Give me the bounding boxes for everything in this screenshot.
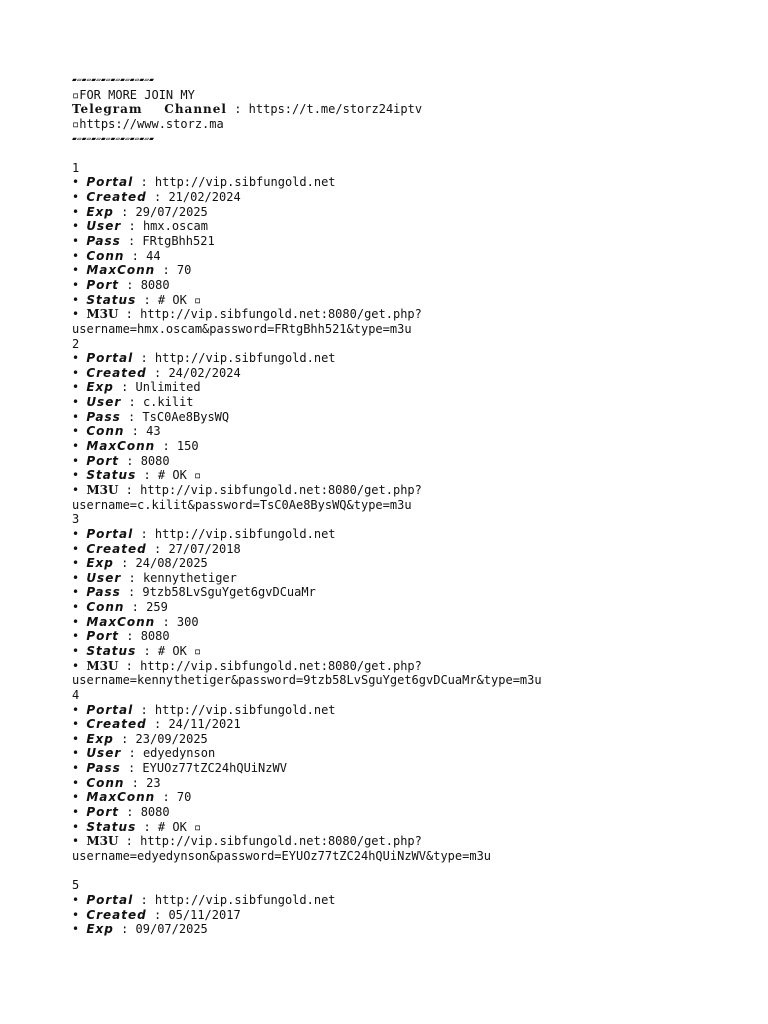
m3u-row: • M3U : http://vip.sibfungold.net:8080/get.php? xyxy=(72,482,422,497)
exp-label: Exp xyxy=(86,204,114,219)
port-label: Port xyxy=(86,453,120,468)
join-line: ▫FOR MORE JOIN MY xyxy=(72,87,195,102)
exp-value: Unlimited xyxy=(135,380,201,395)
maxconn-value: 70 xyxy=(176,263,192,278)
pass-label: Pass xyxy=(86,409,121,424)
pass-value: TsC0Ae8BysWQ xyxy=(142,409,230,424)
exp-row: • Exp : 09/07/2025 xyxy=(72,922,208,937)
user-row: • User : kennythetiger xyxy=(72,570,237,585)
portal-row: • Portal : http://vip.sibfungold.net xyxy=(72,892,336,907)
bullet: • xyxy=(72,702,80,717)
maxconn-value: 70 xyxy=(176,790,192,805)
pass-row: • Pass : FRtgBhh521 xyxy=(72,234,215,249)
user-value: kennythetiger xyxy=(142,570,237,585)
bullet: • xyxy=(72,234,80,249)
user-value: edyedynson xyxy=(142,746,216,761)
website-line[interactable]: ▫https://www.storz.ma xyxy=(72,116,224,131)
bullet: • xyxy=(72,248,80,263)
exp-row: • Exp : 24/08/2025 xyxy=(72,556,208,571)
bullet: • xyxy=(72,351,80,366)
conn-row: • Conn : 44 xyxy=(72,248,161,263)
exp-value: 24/08/2025 xyxy=(135,556,208,571)
maxconn-value: 300 xyxy=(176,614,199,629)
portal-value[interactable]: http://vip.sibfungold.net xyxy=(154,526,336,541)
created-row: • Created : 21/02/2024 xyxy=(72,190,241,205)
bullet: • xyxy=(72,292,80,307)
maxconn-row: • MaxConn : 70 xyxy=(72,790,192,805)
conn-label: Conn xyxy=(86,248,125,263)
m3u-label: M3U xyxy=(86,482,119,497)
conn-row: • Conn : 259 xyxy=(72,600,168,615)
maxconn-label: MaxConn xyxy=(86,790,156,805)
bullet: • xyxy=(72,453,80,468)
m3u-label: M3U xyxy=(86,307,119,322)
m3u-link-part2[interactable]: username=edyedynson&password=EYUOz77tZC24hQUiNzWV&type=m3u xyxy=(72,848,492,863)
maxconn-row: • MaxConn : 70 xyxy=(72,263,192,278)
telegram-separator: : xyxy=(234,102,242,117)
created-row: • Created : 24/11/2021 xyxy=(72,717,241,732)
entry-number: 3 xyxy=(72,512,80,527)
bullet: • xyxy=(72,746,80,761)
port-row: • Port : 8080 xyxy=(72,277,170,292)
entry-number: 5 xyxy=(72,878,80,893)
exp-label: Exp xyxy=(86,556,114,571)
portal-row: • Portal : http://vip.sibfungold.net xyxy=(72,702,336,717)
status-row: • Status : # OK ▫ xyxy=(72,643,202,658)
bullet: • xyxy=(72,263,80,278)
maxconn-label: MaxConn xyxy=(86,439,156,454)
m3u-link-part1[interactable]: http://vip.sibfungold.net:8080/get.php? xyxy=(140,658,422,673)
user-value: c.kilit xyxy=(142,395,194,410)
user-label: User xyxy=(86,746,122,761)
m3u-link-part1[interactable]: http://vip.sibfungold.net:8080/get.php? xyxy=(140,834,422,849)
created-label: Created xyxy=(86,365,147,380)
exp-row: • Exp : 23/09/2025 xyxy=(72,731,208,746)
bullet: • xyxy=(72,482,80,497)
user-value: hmx.oscam xyxy=(142,219,208,234)
created-label: Created xyxy=(86,907,147,922)
decorative-divider-top: ▰▱▰▱▰▱▰▱▰▱▰▱▰▱▰▱▰ xyxy=(72,75,154,84)
created-value: 27/07/2018 xyxy=(168,541,241,556)
bullet: • xyxy=(72,175,80,190)
m3u-link-part2[interactable]: username=kennythetiger&password=9tzb58LvSguYget6gvDCuaMr&type=m3u xyxy=(72,673,542,688)
created-label: Created xyxy=(86,541,147,556)
portal-row: • Portal : http://vip.sibfungold.net xyxy=(72,351,336,366)
m3u-link-part2[interactable]: username=hmx.oscam&password=FRtgBhh521&type=m3u xyxy=(72,321,412,336)
created-label: Created xyxy=(86,717,147,732)
bullet: • xyxy=(72,834,80,849)
status-label: Status xyxy=(86,468,137,483)
m3u-label: M3U xyxy=(86,834,119,849)
decorative-divider-bottom: ▰▱▰▱▰▱▰▱▰▱▰▱▰▱▰▱▰ xyxy=(72,133,154,143)
bullet: • xyxy=(72,365,80,380)
bullet: • xyxy=(72,439,80,454)
bullet: • xyxy=(72,922,80,937)
maxconn-value: 150 xyxy=(176,439,199,454)
maxconn-label: MaxConn xyxy=(86,614,156,629)
status-value: # OK ▫ xyxy=(157,468,202,483)
entry-4 xyxy=(72,688,752,864)
port-row: • Port : 8080 xyxy=(72,805,170,820)
bullet: • xyxy=(72,907,80,922)
entry-2 xyxy=(72,337,752,513)
conn-value: 259 xyxy=(146,600,168,615)
port-value: 8080 xyxy=(140,629,170,644)
created-value: 24/02/2024 xyxy=(168,365,241,380)
portal-value[interactable]: http://vip.sibfungold.net xyxy=(154,175,336,190)
entry-number: 4 xyxy=(72,687,80,702)
status-value: # OK ▫ xyxy=(157,643,202,658)
entry-number: 1 xyxy=(72,160,80,175)
m3u-link-part1[interactable]: http://vip.sibfungold.net:8080/get.php? xyxy=(140,482,422,497)
created-label: Created xyxy=(86,190,147,205)
bullet: • xyxy=(72,570,80,585)
portal-row: • Portal : http://vip.sibfungold.net xyxy=(72,175,336,190)
bullet: • xyxy=(72,526,80,541)
m3u-link-part1[interactable]: http://vip.sibfungold.net:8080/get.php? xyxy=(140,307,422,322)
portal-value[interactable]: http://vip.sibfungold.net xyxy=(154,892,336,907)
user-row: • User : edyedynson xyxy=(72,746,216,761)
created-row: • Created : 05/11/2017 xyxy=(72,907,241,922)
status-row: • Status : # OK ▫ xyxy=(72,292,202,307)
created-value: 05/11/2017 xyxy=(168,907,241,922)
bullet: • xyxy=(72,219,80,234)
bullet: • xyxy=(72,805,80,820)
port-row: • Port : 8080 xyxy=(72,453,170,468)
exp-row: • Exp : 29/07/2025 xyxy=(72,204,208,219)
bullet: • xyxy=(72,585,80,600)
port-label: Port xyxy=(86,805,120,820)
maxconn-row: • MaxConn : 150 xyxy=(72,439,199,454)
conn-label: Conn xyxy=(86,775,125,790)
bullet: • xyxy=(72,204,80,219)
status-value: # OK ▫ xyxy=(157,292,202,307)
spacer xyxy=(72,864,752,879)
m3u-label: M3U xyxy=(86,658,119,673)
pass-row: • Pass : 9tzb58LvSguYget6gvDCuaMr xyxy=(72,585,316,600)
conn-label: Conn xyxy=(86,600,125,615)
port-value: 8080 xyxy=(140,453,170,468)
pass-row: • Pass : TsC0Ae8BysWQ xyxy=(72,409,230,424)
port-value: 8080 xyxy=(140,805,170,820)
m3u-row: • M3U : http://vip.sibfungold.net:8080/get.php? xyxy=(72,658,422,673)
status-row: • Status : # OK ▫ xyxy=(72,819,202,834)
bullet: • xyxy=(72,790,80,805)
port-label: Port xyxy=(86,629,120,644)
pass-label: Pass xyxy=(86,585,121,600)
bullet: • xyxy=(72,395,80,410)
portal-value[interactable]: http://vip.sibfungold.net xyxy=(154,702,336,717)
bullet: • xyxy=(72,190,80,205)
conn-row: • Conn : 43 xyxy=(72,424,161,439)
pass-value: 9tzb58LvSguYget6gvDCuaMr xyxy=(142,585,316,600)
exp-row: • Exp : Unlimited xyxy=(72,380,201,395)
bullet: • xyxy=(72,277,80,292)
entry-5 xyxy=(72,878,752,937)
conn-value: 44 xyxy=(146,248,161,263)
bullet: • xyxy=(72,892,80,907)
telegram-url[interactable]: https://t.me/storz24iptv xyxy=(248,102,423,117)
bullet: • xyxy=(72,541,80,556)
user-label: User xyxy=(86,219,122,234)
spacer xyxy=(72,146,752,161)
portal-label: Portal xyxy=(86,702,134,717)
entry-3 xyxy=(72,512,752,688)
created-value: 24/11/2021 xyxy=(168,717,241,732)
bullet: • xyxy=(72,643,80,658)
status-value: # OK ▫ xyxy=(157,819,202,834)
portal-row: • Portal : http://vip.sibfungold.net xyxy=(72,526,336,541)
bullet: • xyxy=(72,468,80,483)
pass-label: Pass xyxy=(86,761,121,776)
bullet: • xyxy=(72,424,80,439)
exp-value: 23/09/2025 xyxy=(135,731,208,746)
exp-label: Exp xyxy=(86,380,114,395)
port-row: • Port : 8080 xyxy=(72,629,170,644)
telegram-word: Telegram xyxy=(72,102,143,117)
pass-label: Pass xyxy=(86,234,121,249)
status-label: Status xyxy=(86,643,137,658)
conn-label: Conn xyxy=(86,424,125,439)
bullet: • xyxy=(72,761,80,776)
conn-row: • Conn : 23 xyxy=(72,775,161,790)
exp-label: Exp xyxy=(86,922,114,937)
m3u-link-part2[interactable]: username=c.kilit&password=TsC0Ae8BysWQ&type=m3u xyxy=(72,497,412,512)
user-row: • User : c.kilit xyxy=(72,395,194,410)
port-label: Port xyxy=(86,277,120,292)
bullet: • xyxy=(72,731,80,746)
bullet: • xyxy=(72,819,80,834)
status-row: • Status : # OK ▫ xyxy=(72,468,202,483)
portal-label: Portal xyxy=(86,175,134,190)
pass-value: EYUOz77tZC24hQUiNzWV xyxy=(142,761,287,776)
bullet: • xyxy=(72,600,80,615)
bullet: • xyxy=(72,658,80,673)
created-value: 21/02/2024 xyxy=(168,190,241,205)
bullet: • xyxy=(72,629,80,644)
port-value: 8080 xyxy=(140,277,170,292)
pass-value: FRtgBhh521 xyxy=(142,234,215,249)
exp-label: Exp xyxy=(86,731,114,746)
created-row: • Created : 27/07/2018 xyxy=(72,541,241,556)
m3u-row: • M3U : http://vip.sibfungold.net:8080/get.php? xyxy=(72,834,422,849)
maxconn-label: MaxConn xyxy=(86,263,156,278)
user-label: User xyxy=(86,395,122,410)
status-label: Status xyxy=(86,819,137,834)
m3u-row: • M3U : http://vip.sibfungold.net:8080/get.php? xyxy=(72,307,422,322)
telegram-line xyxy=(72,102,752,117)
document-page xyxy=(72,73,752,937)
entry-number: 2 xyxy=(72,336,80,351)
bullet: • xyxy=(72,775,80,790)
bullet: • xyxy=(72,556,80,571)
bullet: • xyxy=(72,380,80,395)
portal-label: Portal xyxy=(86,526,134,541)
user-row: • User : hmx.oscam xyxy=(72,219,208,234)
status-label: Status xyxy=(86,292,137,307)
bullet: • xyxy=(72,409,80,424)
portal-label: Portal xyxy=(86,351,134,366)
pass-row: • Pass : EYUOz77tZC24hQUiNzWV xyxy=(72,761,287,776)
entry-1 xyxy=(72,161,752,337)
channel-word: Channel xyxy=(164,102,227,117)
maxconn-row: • MaxConn : 300 xyxy=(72,614,199,629)
exp-value: 09/07/2025 xyxy=(135,922,208,937)
conn-value: 23 xyxy=(146,775,161,790)
bullet: • xyxy=(72,307,80,322)
exp-value: 29/07/2025 xyxy=(135,204,208,219)
created-row: • Created : 24/02/2024 xyxy=(72,365,241,380)
bullet: • xyxy=(72,614,80,629)
portal-label: Portal xyxy=(86,892,134,907)
bullet: • xyxy=(72,717,80,732)
portal-value[interactable]: http://vip.sibfungold.net xyxy=(154,351,336,366)
user-label: User xyxy=(86,570,122,585)
conn-value: 43 xyxy=(146,424,161,439)
